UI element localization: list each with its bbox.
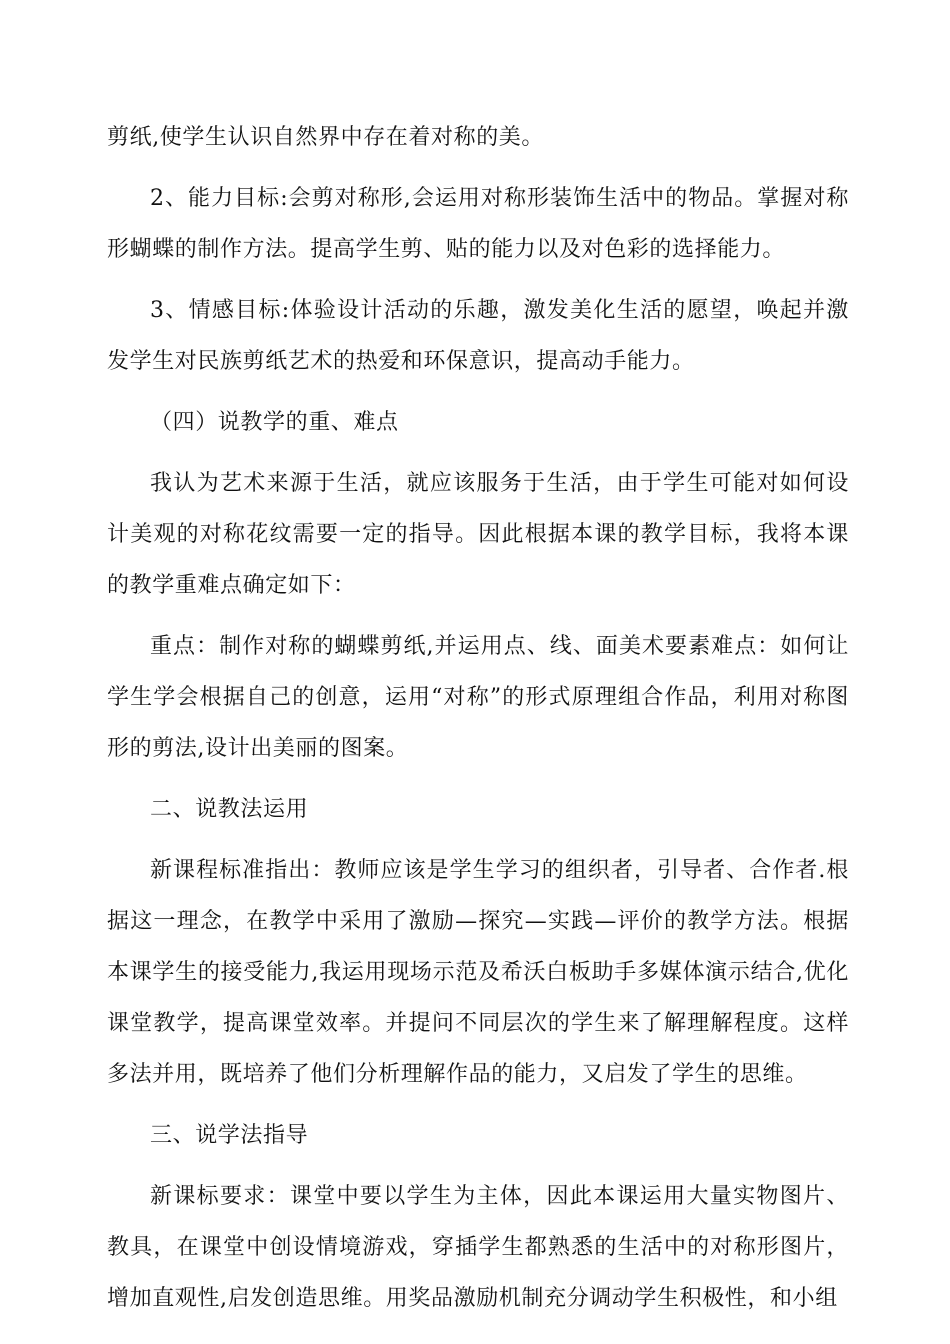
paragraph-teaching-method: 新课程标准指出：教师应该是学生学习的组织者，引导者、合作者.根据这一理念，在教学中采用了激励—探究—实践—评价的教学方法。根据本课学生的接受能力,我运用现场示范及希沃白板助手多媒体演示结合,优化课堂教学，提高课堂效率。并提问不同层次的学生来了解理解程度。这样多法并用，既培养了他们分析理解作品的能力，又启发了学生的思维。	[107, 858, 849, 1087]
section-heading-learning-guidance: 三、说学法指导	[150, 1123, 309, 1148]
paragraph-art-from-life: 我认为艺术来源于生活，就应该服务于生活，由于学生可能对如何设计美观的对称花纹需要一定的指导。因此根据本课的教学目标，我将本课的教学重难点确定如下：	[107, 471, 849, 598]
section-heading-key-points: （四）说教学的重、难点	[150, 410, 399, 435]
paragraph-learning-guidance: 新课标要求：课堂中要以学生为主体，因此本课运用大量实物图片、教具，在课堂中创设情境游戏，穿插学生都熟悉的生活中的对称形图片，增加直观性,启发创造思维。用奖品激励机制充分调动学生积极性，和小组	[107, 1184, 849, 1311]
paragraph-symmetry-beauty: 剪纸,使学生认识自然界中存在着对称的美。	[107, 125, 544, 150]
document-body	[107, 112, 849, 1334]
paragraph-emotion-goal: 3、情感目标:体验设计活动的乐趣，激发美化生活的愿望，唤起并激发学生对民族剪纸艺术的热爱和环保意识，提高动手能力。	[107, 298, 849, 374]
section-heading-teaching-method: 二、说教法运用	[150, 797, 309, 822]
paragraph-ability-goal: 2、能力目标:会剪对称形,会运用对称形装饰生活中的物品。掌握对称形蝴蝶的制作方法。提高学生剪、贴的能力以及对色彩的选择能力。	[107, 186, 849, 262]
paragraph-key-difficulty: 重点：制作对称的蝴蝶剪纸,并运用点、线、面美术要素难点：如何让学生学会根据自己的创意，运用“对称”的形式原理组合作品，利用对称图形的剪法,设计出美丽的图案。	[107, 634, 849, 761]
